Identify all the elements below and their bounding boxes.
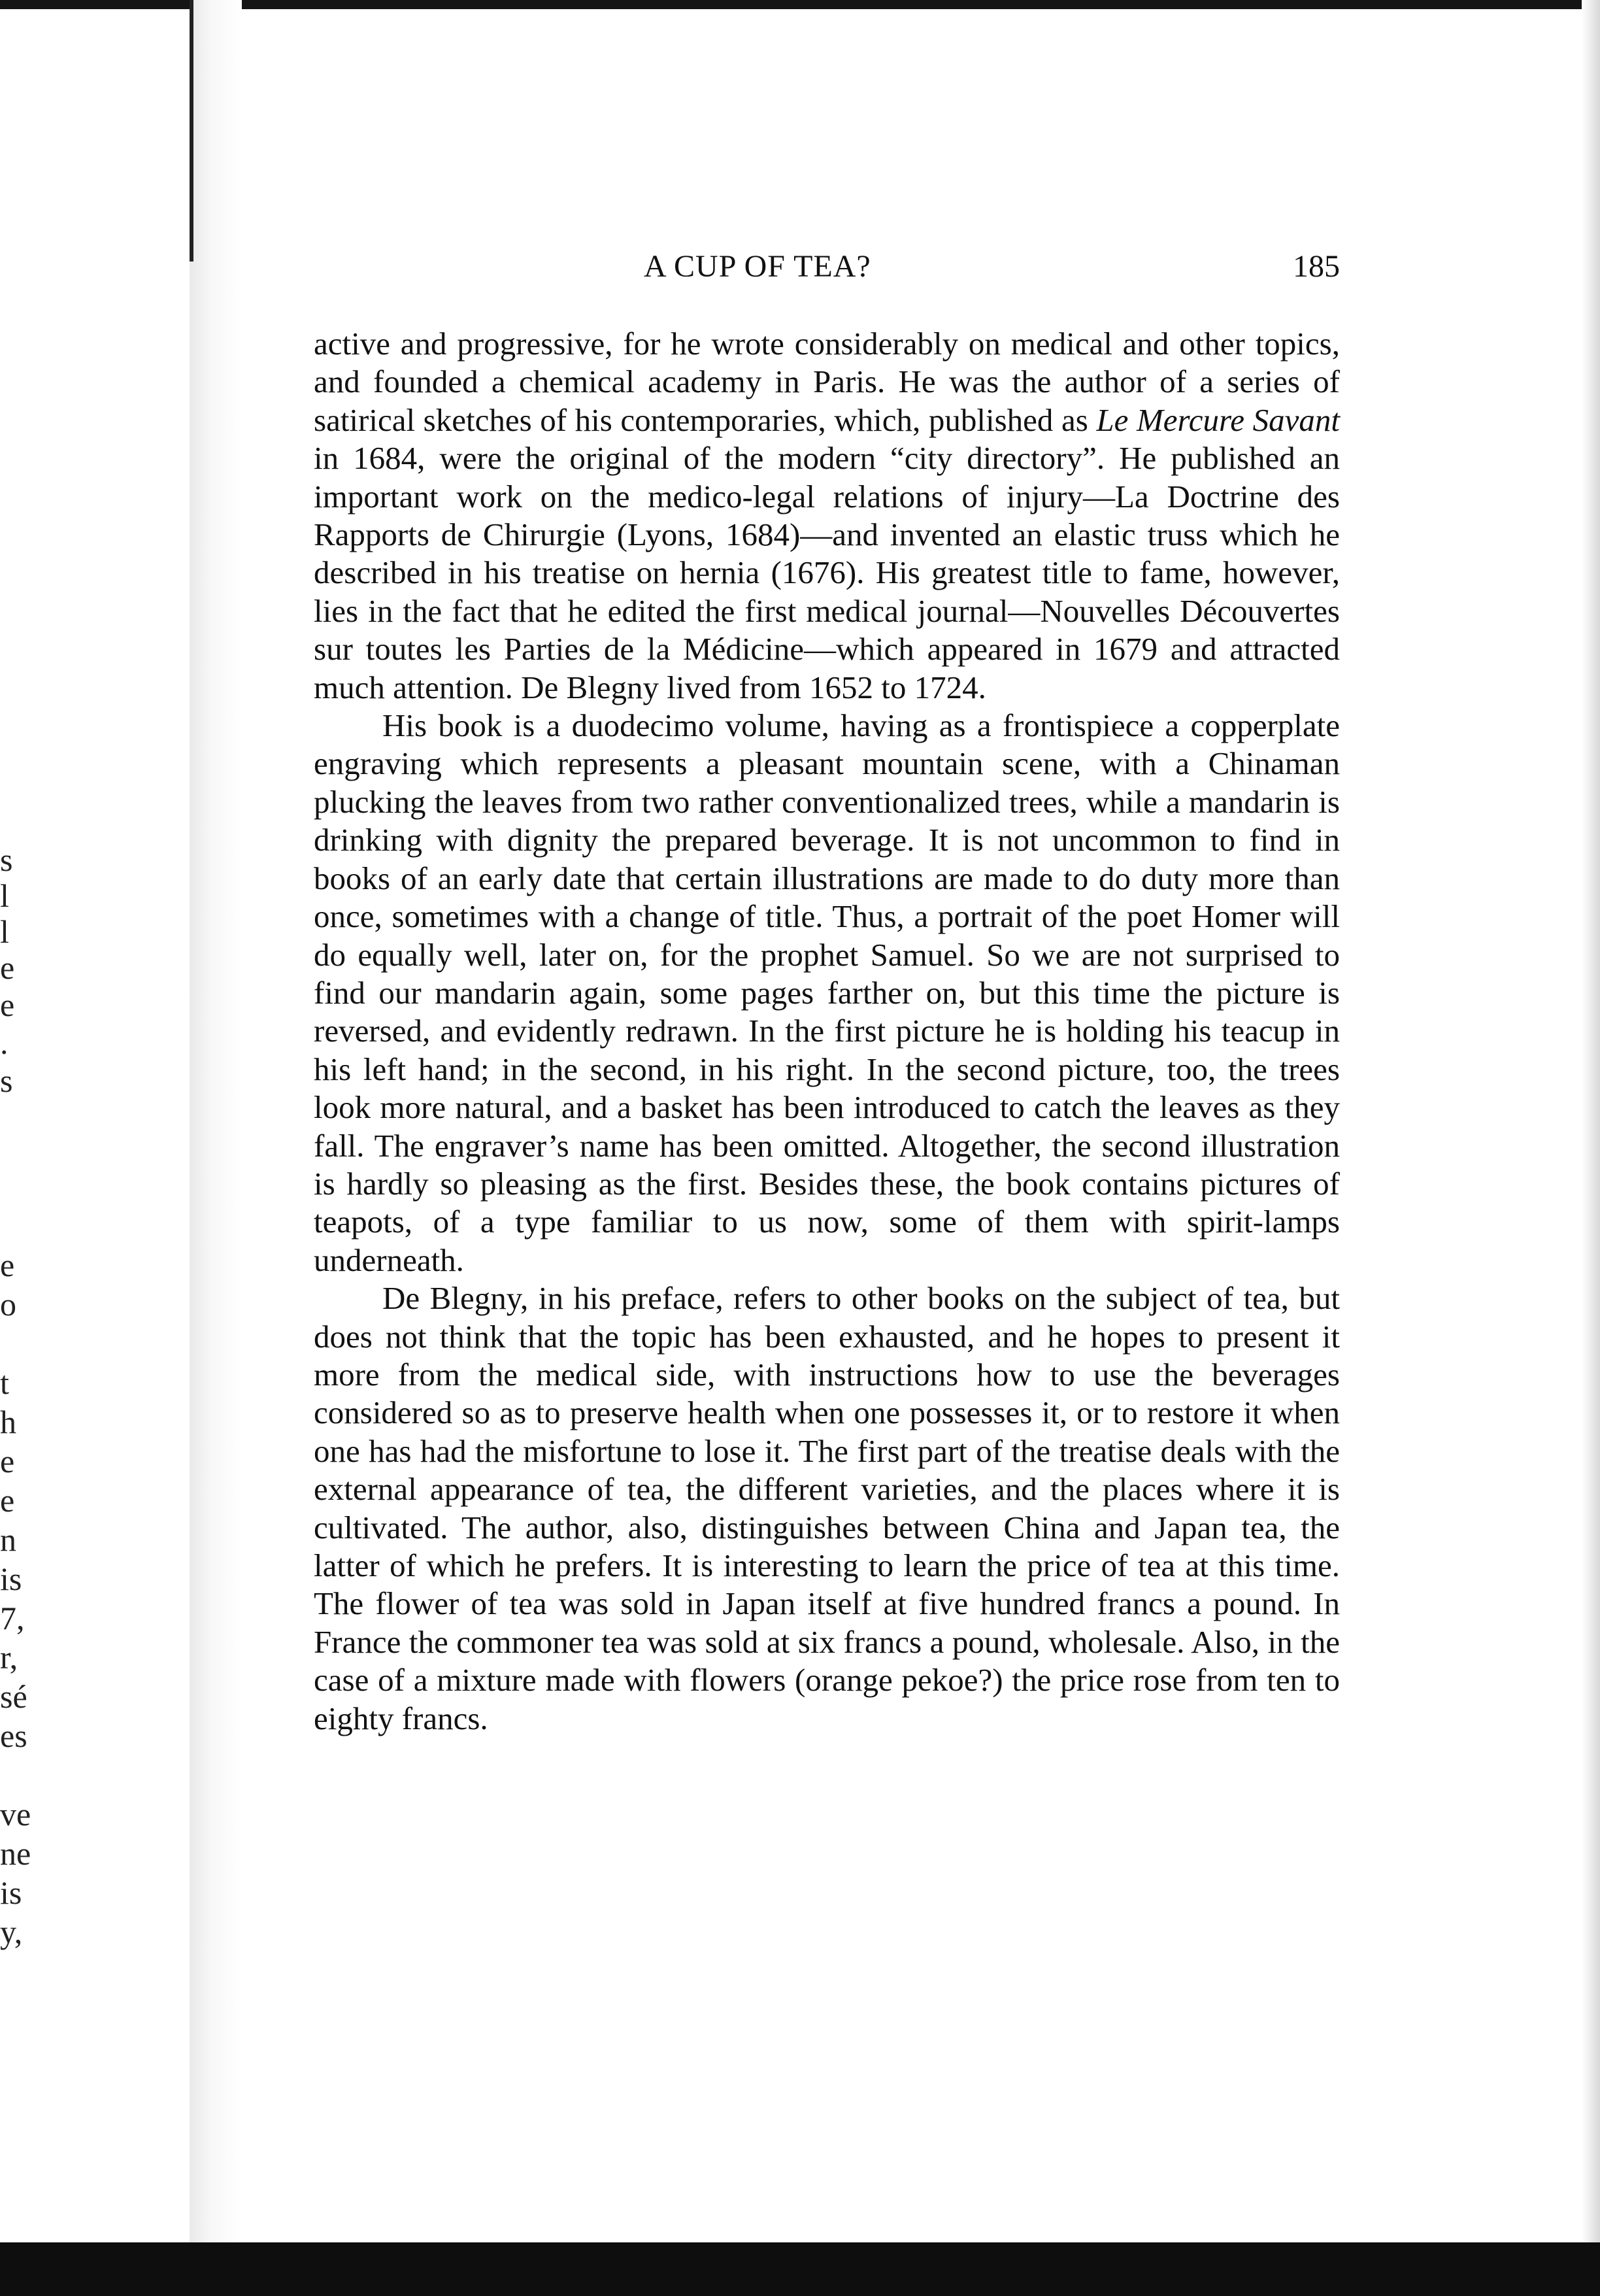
italic-title: Le Mercure Savant — [1096, 401, 1340, 438]
facing-fragment: n — [0, 1521, 16, 1558]
facing-fragment: ve — [0, 1796, 31, 1832]
facing-fragment: e — [0, 1443, 15, 1479]
facing-fragment: e — [0, 1482, 15, 1519]
page-right-edge — [1582, 0, 1600, 2242]
body-text — [314, 325, 1340, 1738]
facing-fragment: is — [0, 1561, 22, 1597]
page-number: 185 — [1293, 249, 1340, 284]
gutter-shadow — [190, 0, 242, 2242]
paragraph-2: His book is a duodecimo volume, having as a frontispiece a copperplate engraving which represents a pleasant mountain scene, with a Chinaman plucking the leaves from two rather conventionalized trees, while a mandarin is drinking with dignity the prepared beverage. It is not uncommon to find in books of an early date that certain illustrations are made to do duty more than once, sometimes with a change of title. Thus, a portrait of the poet Homer will do equally well, later on, for the prophet Samuel. So we are not surprised to find our mandarin again, some pages farther on, but this time the picture is reversed, and evidently redrawn. In the first picture he is holding his teacup in his left hand; in the second, in his right. In the second picture, too, the trees look more natural, and a basket has been introduced to catch the leaves as they fall. The engraver’s name has been omitted. Altogether, the second illustration is hardly so pleasing as the first. Besides these, the book contains pictures of teapots, of a type familiar to us now, some of them with spirit-lamps underneath. — [314, 707, 1340, 1278]
facing-fragment: es — [0, 1717, 27, 1754]
facing-fragment: t — [0, 1364, 9, 1401]
facing-fragment: y, — [0, 1914, 23, 1950]
facing-fragment: r, — [0, 1639, 18, 1676]
paragraph-1 — [314, 325, 1340, 707]
facing-fragment: sé — [0, 1678, 27, 1715]
gutter-line — [190, 0, 193, 262]
running-head — [314, 248, 1340, 294]
facing-fragment: e — [0, 987, 15, 1023]
facing-fragment: s — [0, 841, 13, 878]
facing-fragment: 7, — [0, 1600, 25, 1636]
facing-fragment: e — [0, 949, 15, 986]
facing-page-fragments — [0, 0, 39, 2242]
facing-fragment: h — [0, 1404, 16, 1440]
paragraph-1-text-after: in 1684, were the original of the modern “city directory”. He published an important work on the medico-legal relations of injury—La Doctrine des Rapports de Chirurgie (Lyons, 1684)—and invented an elastic truss which he described in his treatise on hernia (1676). His greatest title to fame, however, lies in the fact that he edited the first medical journal—Nouvelles Découvertes sur toutes les Parties de la Médicine—which appeared in 1679 and attracted much attention. De Blegny lived from 1652 to 1724. — [314, 440, 1340, 705]
paragraph-3: De Blegny, in his preface, refers to other books on the subject of tea, but does not think that the topic has been exhausted, and he hopes to present it more from the medical side, with instructions how to use the beverages considered so as to preserve health when one possesses it, or to restore it when one has had the misfortune to lose it. The first part of the treatise deals with the external appearance of tea, the different varieties, and the places where it is cultivated. The author, also, distinguishes between China and Japan tea, the latter of which he prefers. It is interesting to learn the price of tea at this time. The flower of tea was sold in Japan itself at five hundred francs a pound. In France the commoner tea was sold at six francs a pound, wholesale. Also, in the case of a mixture made with flowers (orange pekoe?) the price rose from ten to eighty francs. — [314, 1280, 1340, 1736]
facing-fragment: s — [0, 1062, 13, 1099]
facing-fragment: l — [0, 877, 9, 914]
running-head-title: A CUP OF TEA? — [644, 249, 871, 284]
scan-bottom-edge — [0, 2242, 1600, 2296]
facing-fragment: . — [0, 1024, 8, 1061]
facing-fragment: ne — [0, 1835, 31, 1872]
facing-fragment: o — [0, 1286, 16, 1323]
paragraph-1-text-before: active and progressive, for he wrote considerably on medical and other topics, and founded a chemical academy in Paris. He was the author of a series of satirical sketches of his contemporaries, which, published as — [314, 326, 1340, 438]
facing-fragment: is — [0, 1874, 22, 1911]
facing-fragment: l — [0, 913, 9, 950]
facing-fragment: e — [0, 1247, 15, 1283]
